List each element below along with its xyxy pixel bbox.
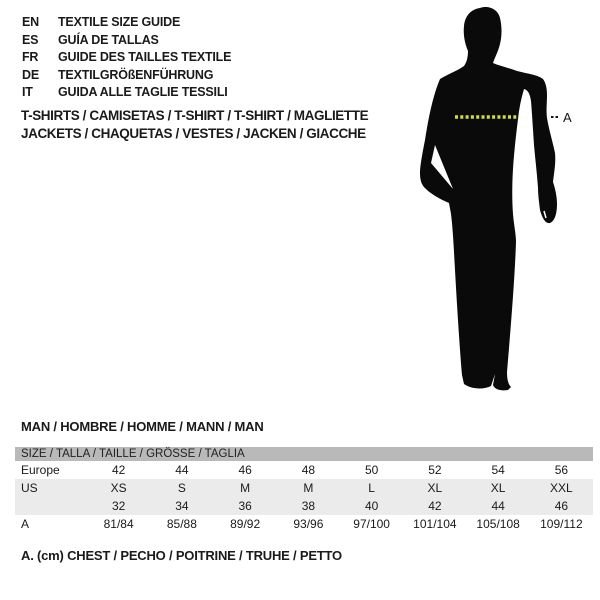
language-row: [22, 84, 231, 102]
language-label: GUIDA ALLE TAGLIE TESSILI: [58, 85, 228, 99]
language-row: [22, 67, 231, 85]
size-cell: 85/88: [166, 517, 197, 531]
size-cell: XXL: [550, 481, 573, 495]
size-cell: S: [177, 481, 186, 495]
row-label: Europe: [21, 463, 60, 477]
language-label: TEXTILGRÖßENFÜHRUNG: [58, 67, 214, 82]
size-cell: 46: [554, 499, 569, 513]
language-label: TEXTILE SIZE GUIDE: [58, 15, 181, 29]
size-cell: 97/100: [353, 517, 390, 531]
language-code: FR: [22, 50, 39, 64]
language-code: EN: [22, 15, 39, 29]
language-code: IT: [22, 85, 33, 99]
table-row-us: [15, 479, 593, 497]
row-label: [15, 497, 87, 515]
size-cell: 50: [364, 463, 379, 477]
garment-categories: [21, 107, 368, 143]
size-cell: 42: [428, 499, 442, 513]
size-cell: 38: [301, 499, 316, 513]
man-silhouette: [420, 7, 557, 390]
row-label: A: [21, 517, 30, 531]
language-list: [22, 14, 231, 102]
measurement-caption: A. (cm) CHEST / PECHO / POITRINE / TRUHE / PETTO: [21, 548, 342, 563]
size-cell: 101/104: [413, 517, 457, 531]
category-tshirts: T-SHIRTS / CAMISETAS / T-SHIRT / T-SHIRT / MAGLIETTE: [21, 108, 369, 123]
size-cell: 56: [554, 463, 569, 477]
size-cell: 54: [491, 463, 505, 477]
category-jackets: JACKETS / CHAQUETAS / VESTES / JACKEN / GIACCHE: [21, 126, 366, 141]
language-code: ES: [22, 32, 39, 47]
row-label: US: [21, 481, 38, 495]
size-table: [15, 447, 593, 533]
size-cell: 81/84: [103, 517, 134, 531]
size-cell: 40: [364, 499, 379, 513]
size-cell: 52: [428, 463, 442, 477]
size-cell: M: [240, 481, 251, 495]
size-cell: 42: [111, 463, 126, 477]
size-cell: 109/112: [540, 517, 583, 531]
measure-label-a: A: [563, 110, 572, 125]
size-cell: M: [303, 481, 314, 495]
table-row-chest-cm: [15, 515, 593, 533]
size-table-header: SIZE / TALLA / TAILLE / GRÖSSE / TAGLIA: [15, 447, 593, 461]
size-cell: L: [368, 481, 375, 495]
language-row: [22, 14, 231, 32]
size-cell: 44: [175, 463, 189, 477]
man-silhouette-figure: [418, 5, 600, 395]
size-cell: XL: [427, 481, 443, 495]
size-cell: 105/108: [476, 517, 520, 531]
size-cell: 32: [111, 499, 126, 513]
size-cell: 48: [301, 463, 316, 477]
size-cell: XS: [110, 481, 127, 495]
size-cell: 44: [491, 499, 505, 513]
size-cell: XL: [490, 481, 506, 495]
language-code: DE: [22, 67, 39, 82]
language-row: [22, 32, 231, 50]
size-cell: 93/96: [293, 517, 324, 531]
language-label: GUÍA DE TALLAS: [58, 32, 159, 47]
language-label: GUIDE DES TAILLES TEXTILE: [58, 50, 232, 64]
size-cell: 34: [175, 499, 189, 513]
section-heading-man: MAN / HOMBRE / HOMME / MANN / MAN: [21, 419, 264, 434]
size-cell: 46: [238, 463, 252, 477]
size-cell: 89/92: [230, 517, 261, 531]
size-cell: 36: [238, 499, 252, 513]
table-row-numeric: [15, 497, 593, 515]
table-row-europe: [15, 461, 593, 479]
language-row: [22, 49, 231, 67]
